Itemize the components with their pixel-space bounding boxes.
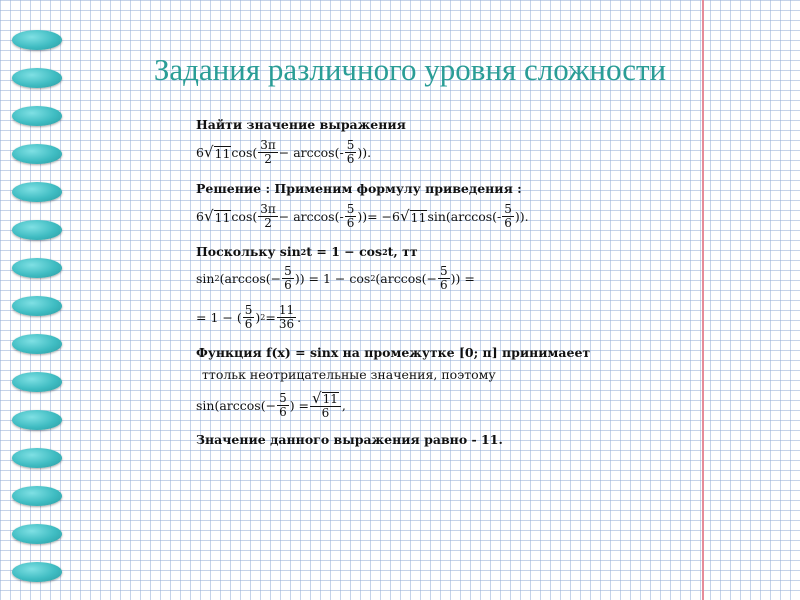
binding-ring	[12, 448, 62, 468]
identity-line: Поскольку sin 2 t = 1 − cos 2 t, тт	[196, 244, 418, 259]
binding-ring	[12, 30, 62, 50]
sqrt-symbol: √ 11	[312, 389, 338, 407]
binding-ring	[12, 562, 62, 582]
binding-ring	[12, 106, 62, 126]
slide-title: Задания различного уровня сложности	[153, 52, 667, 87]
binding-ring	[12, 334, 62, 354]
binding-ring	[12, 182, 62, 202]
function-line: Функция f(x) = sinx на промежутке [0; π] принимаеет	[196, 345, 591, 360]
margin-line	[702, 0, 704, 600]
binding-ring	[12, 258, 62, 278]
binding-ring	[12, 372, 62, 392]
function-line-2: ттольк неотрицательные значения, поэтому	[202, 367, 496, 382]
binding-ring	[12, 524, 62, 544]
sqrt-symbol: √ 11	[203, 143, 231, 162]
calculation-line: = 1 − ( $\frac{5}{6}$ ) 2 = $\frac{11}{36}$ .	[196, 303, 302, 332]
binding-ring	[12, 144, 62, 164]
task-heading: Найти значение выражения	[196, 117, 406, 132]
binding-ring	[12, 220, 62, 240]
expression-line: 6 √ 11 cos( $\frac{3\pi}{2}$ − arccos(- $\frac{5}{6}$ )).	[196, 138, 372, 167]
sqrt-symbol: √ 11	[399, 207, 427, 226]
solution-line: Решение : Применим формулу приведения :	[196, 181, 522, 196]
answer-line: Значение данного выражения равно - 11.	[196, 432, 503, 447]
sqrt-symbol: √ 11	[203, 207, 231, 226]
binding-ring	[12, 296, 62, 316]
binding-ring	[12, 486, 62, 506]
square-line: sin 2 (arccos(− $\frac{5}{6}$ )) = 1 − cos 2 (arccos(− $\frac{5}{6}$ )) =	[196, 264, 475, 293]
transformed-expression: 6 √ 11 cos( $\frac{3\pi}{2}$ − arccos(- $\frac{5}{6}$ )) = −6 √ 11 sin(arccos(- $\frac{5}{6}$ )).	[196, 202, 529, 231]
sin-result-line: sin(arccos(− $\frac{5}{6}$ ) = √ 11 6 ,	[196, 389, 346, 421]
binding-ring	[12, 410, 62, 430]
